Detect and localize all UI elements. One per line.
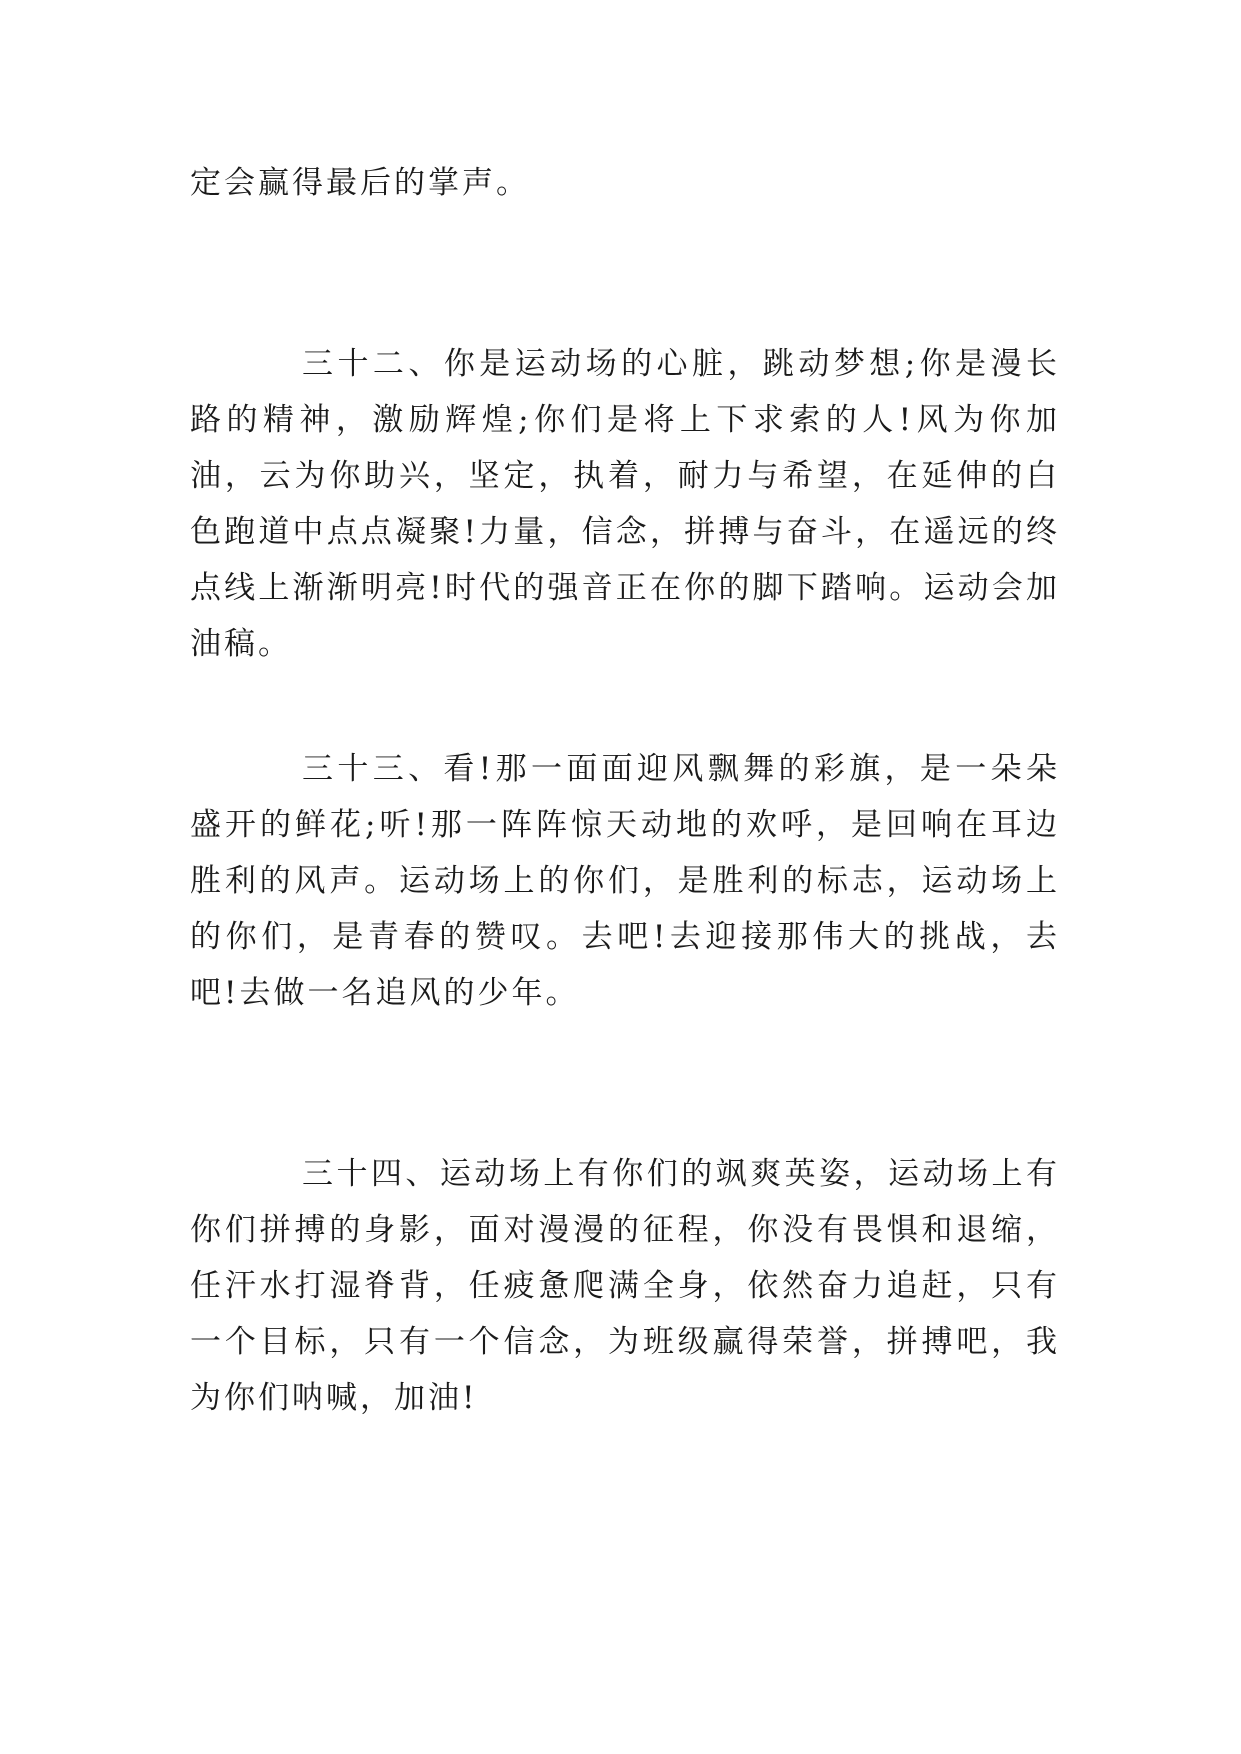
paragraph-33: 三十三、看!那一面面迎风飘舞的彩旗，是一朵朵盛开的鲜花;听!那一阵阵惊天动地的欢呼，是回响在耳边胜利的风声。运动场上的你们，是胜利的标志，运动场上的你们，是青春的赞叹。去吧!去迎接那伟大的挑战，去吧!去做一名追风的少年。 (190, 751, 1060, 1011)
paragraph-continuation: 定会赢得最后的掌声。 (190, 165, 530, 201)
paragraph-32: 三十二、你是运动场的心脏，跳动梦想;你是漫长路的精神，激励辉煌;你们是将上下求索的人!风为你加油，云为你助兴，坚定，执着，耐力与希望，在延伸的白色跑道中点点凝聚!力量，信念，拼搏与奋斗，在遥远的终点线上渐渐明亮!时代的强音正在你的脚下踏响。运动会加油稿。 (190, 346, 1060, 662)
paragraph-34: 三十四、运动场上有你们的飒爽英姿，运动场上有你们拼搏的身影，面对漫漫的征程，你没有畏惧和退缩，任汗水打湿脊背，任疲惫爬满全身，依然奋力追赶，只有一个目标，只有一个信念，为班级赢得荣誉，拼搏吧，我为你们呐喊，加油! (190, 1156, 1060, 1416)
